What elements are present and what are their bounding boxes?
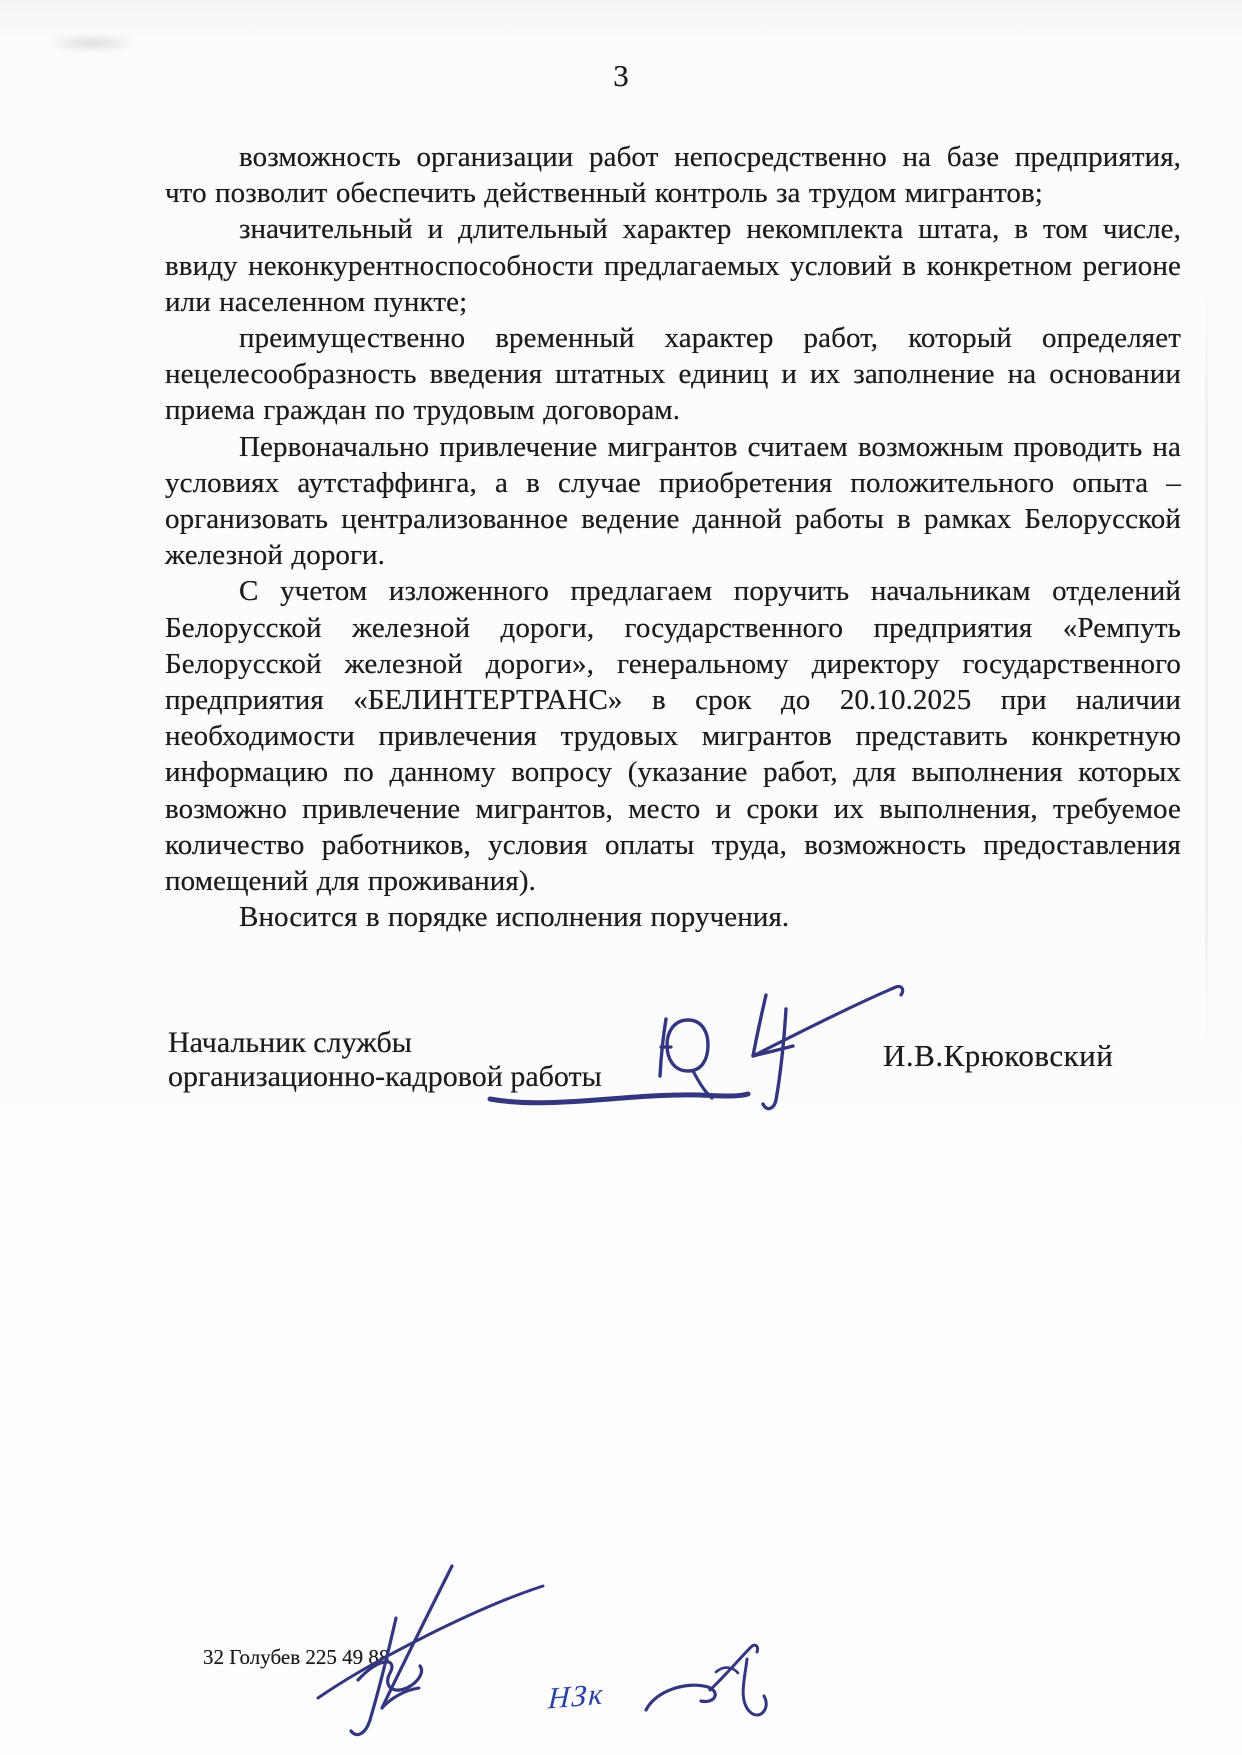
- signer-title-line1: Начальник службы: [168, 1026, 412, 1059]
- signer-title-line2: организационно-кадровой работы: [168, 1060, 602, 1093]
- paragraph-temporary-work: преимущественно временный характер работ, который определяет нецелесообразность введения штатных единиц и их заполнение на основании приема граждан по трудовым договорам.: [165, 322, 1181, 427]
- paragraph-proposal: С учетом изложенного предлагаем поручить начальникам отделений Белорусской железной дороги, государственного предприятия «Ремпуть Белорусской железной дороги», генеральному директору государственного предприятия «БЕЛИНТЕРТРАНС» в срок до 20.10.2025 при наличии необходимости привлечения трудовых мигрантов представить конкретную информацию по данному вопросу (указание работ, для выполнения которых возможно привлечение мигрантов, место и сроки их выполнения, требуемое количество работников, условия оплаты труда, возможность предоставления помещений для проживания).: [165, 575, 1181, 898]
- paragraph-possibility: возможность организации работ непосредственно на базе предприятия, что позволит обеспечить действенный контроль за трудом мигрантов;: [165, 141, 1181, 210]
- paragraph-outstaffing: Первоначально привлечение мигрантов считаем возможным проводить на условиях аутстаффинга, а в случае приобретения положительного опыта – организовать централизованное ведение данной работы в рамках Белорусской железной дороги.: [165, 430, 1181, 572]
- executor-note: 32 Голубев 225 49 88: [203, 1645, 390, 1669]
- signature-ink: [480, 983, 910, 1118]
- paragraph-staff-shortage: значительный и длительный характер некомплекта штата, в том числе, ввиду неконкурентноспособности предлагаемых условий в конкретном регионе или населенном пункте;: [165, 213, 1181, 318]
- scan-edge-shadow: [1205, 280, 1208, 1060]
- executor-signature-ink: [300, 1558, 550, 1748]
- paragraph-closing: Вносится в порядке исполнения поручения.: [239, 901, 790, 934]
- letter-body: [165, 139, 1181, 935]
- handwritten-initials: НЗк: [547, 1677, 606, 1716]
- handwritten-signature-ink: [628, 1638, 788, 1738]
- signer-name: И.В.Крюковский: [883, 1038, 1114, 1073]
- page-number: 3: [613, 58, 629, 93]
- scan-smudge: [48, 34, 136, 52]
